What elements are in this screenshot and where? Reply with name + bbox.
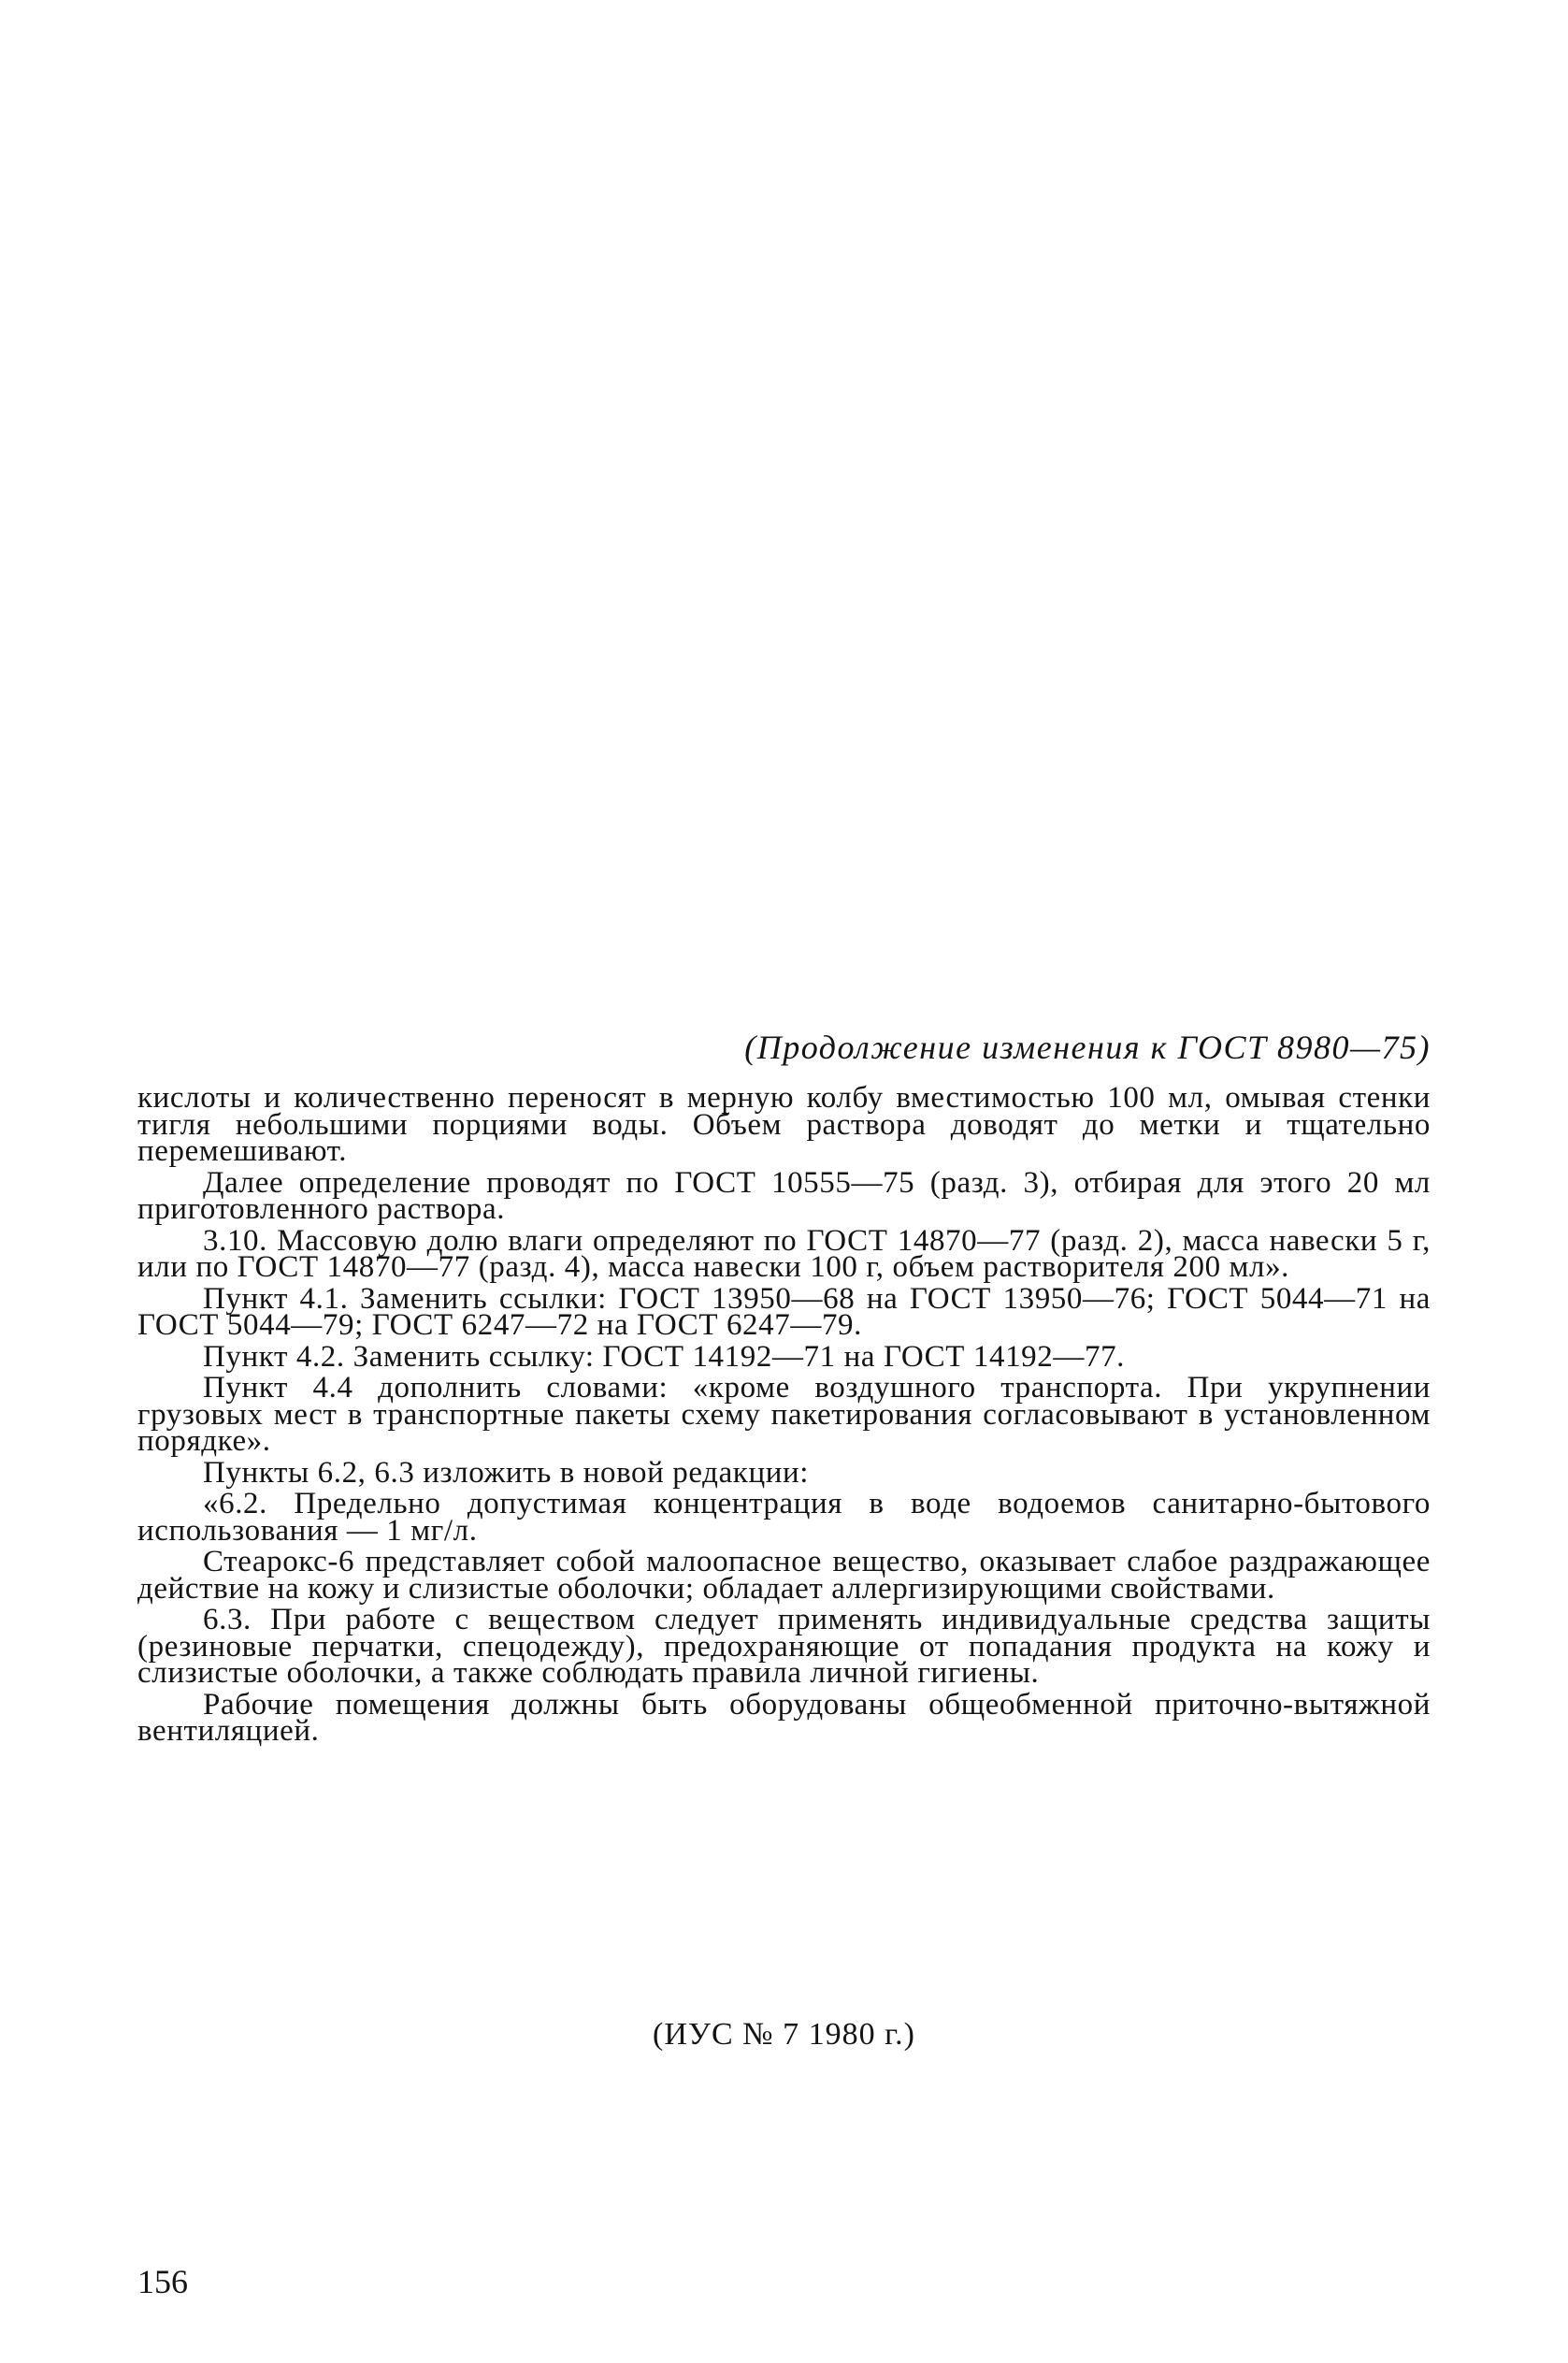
paragraph-ventilation: Рабочие помещения должны быть оборудованы общеобменной приточно-вытяжной вентиляцией. <box>137 1687 1431 1748</box>
paragraph-3-10: 3.10. Массовую долю влаги определяют по ГОСТ 14870—77 (разд. 2), масса навески 5 г, или по ГОСТ 14870—77 (разд. 4), масса навески 100 г, объем растворителя 200 мл». <box>137 1223 1431 1284</box>
source-note: (ИУС № 7 1980 г.) <box>653 2017 915 2052</box>
page-number: 156 <box>137 2263 188 2300</box>
paragraph-stearox: Стеарокс-6 представляет собой малоопасное вещество, оказывает слабое раздражающее действие на кожу и слизистые оболочки; обладает аллергизирующими свойствами. <box>137 1545 1431 1606</box>
paragraph-4-4: Пункт 4.4 дополнить словами: «кроме воздушного транспорта. При укрупнении грузовых мест в транспортные пакеты схему пакетирования согласовывают в установленном порядке». <box>137 1371 1431 1458</box>
amendment-body <box>137 1081 1431 1750</box>
paragraph-6-3: 6.3. При работе с веществом следует применять индивидуальные средства защиты (резиновые перчатки, спецодежду), предохраняющие от попадания продукта на кожу и слизистые оболочки, а также соблюдать правила личной гигиены. <box>137 1603 1431 1690</box>
paragraph-4-2: Пункт 4.2. Заменить ссылку: ГОСТ 14192—71 на ГОСТ 14192—77. <box>203 1339 1126 1374</box>
paragraph-6-intro: Пункты 6.2, 6.3 изложить в новой редакции: <box>203 1455 809 1490</box>
paragraph-determination: Далее определение проводят по ГОСТ 10555—75 (разд. 3), отбирая для этого 20 мл приготовленного раствора. <box>137 1165 1431 1226</box>
paragraph-4-1: Пункт 4.1. Заменить ссылки: ГОСТ 13950—68 на ГОСТ 13950—76; ГОСТ 5044—71 на ГОСТ 5044—79; ГОСТ 6247—72 на ГОСТ 6247—79. <box>137 1281 1431 1342</box>
continuation-header: (Продолжение изменения к ГОСТ 8980—75) <box>744 1029 1431 1066</box>
paragraph-6-2: «6.2. Предельно допустимая концентрация в воде водоемов санитарно-бытового использования — 1 мг/л. <box>137 1487 1431 1548</box>
paragraph-continuation: кислоты и количественно переносят в мерную колбу вместимостью 100 мл, омывая стенки тигля небольшими порциями воды. Объем раствора доводят до метки и тщательно перемешивают. <box>137 1081 1431 1168</box>
